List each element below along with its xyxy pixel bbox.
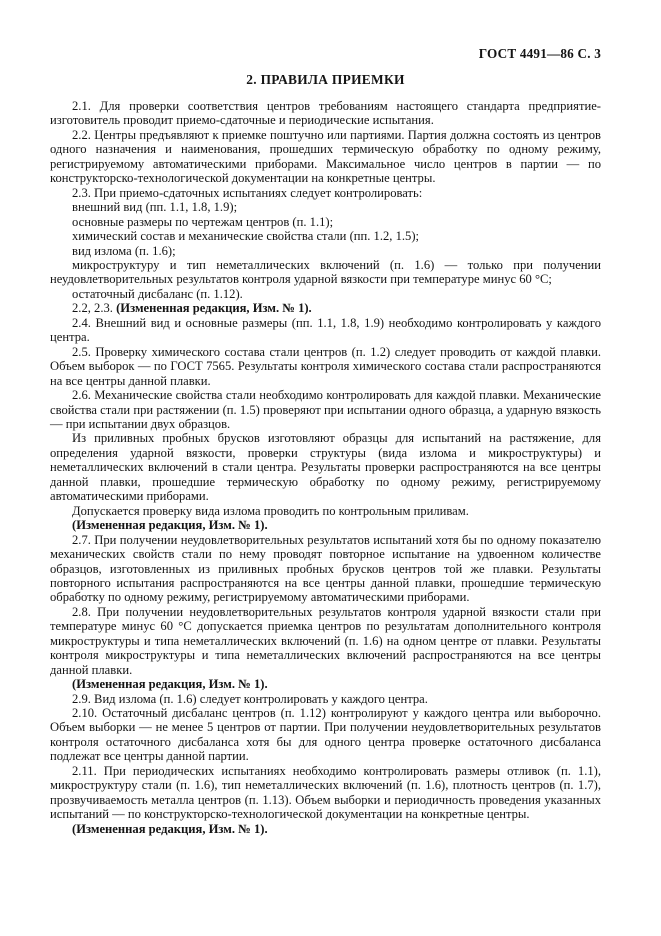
paragraph-text: 2.1. Для проверки соответствия центров требованиям настоящего стандарта предприятие-изготовитель проводит приемо-сдаточные и периодические испытания. xyxy=(50,99,601,128)
paragraph xyxy=(50,605,601,677)
paragraph xyxy=(50,764,601,822)
paragraph xyxy=(50,518,601,532)
paragraph-text: внешний вид (пп. 1.1, 1.8, 1.9); xyxy=(72,200,238,215)
running-header: ГОСТ 4491—86 С. 3 xyxy=(478,46,601,61)
paragraph xyxy=(50,215,601,229)
paragraph xyxy=(50,692,601,706)
section-title: 2. ПРАВИЛА ПРИЕМКИ xyxy=(246,72,405,87)
paragraph xyxy=(50,388,601,431)
paragraph xyxy=(50,301,601,315)
paragraph-text: 2.7. При получении неудовлетворительных результатов испытаний хотя бы по одному показателю механических свойств стали по нему проводят повторное испытание на удвоенном количестве образцов, изготовленных из приливных пробных брусков центров той же плавки. Результаты повторного испытания распространяются на все центры данной плавки, прошедшие термическую обработку по одному режиму, регистрируемому автоматическими приборами. xyxy=(50,532,601,605)
paragraph-text: микроструктуру и тип неметаллических включений (п. 1.6) — только при получении неудовлетворительных результатов контроля ударной вязкости при температуре минус 60 °С; xyxy=(50,257,601,287)
paragraph-text: 2.10. Остаточный дисбаланс центров (п. 1.12) контролируют у каждого центра или выборочно. Объем выборки — не менее 5 центров от партии. При получении неудовлетворительных результатов контроля остаточного дисбаланса хотя бы для одного центра проверке остаточного дисбаланса подлежат все центры данной партии. xyxy=(50,706,601,764)
paragraph-text: химический состав и механические свойства стали (пп. 1.2, 1.5); xyxy=(72,229,420,244)
paragraph xyxy=(50,200,601,214)
paragraph xyxy=(50,316,601,345)
paragraph-text: 2.11. При периодических испытаниях необходимо контролировать размеры отливок (п. 1.1), микроструктуру стали (п. 1.6), тип неметаллических включений (п. 1.6), плотность центров (п. 1.7), прозвучиваемость металла центров (п. 1.13). Объем выборки и периодичность проведения указанных испытаний — по конструкторско-технологической документации на конкретные центры. xyxy=(50,763,601,822)
paragraph-text: 2.4. Внешний вид и основные размеры (пп. 1.1, 1.8, 1.9) необходимо контролировать у каждого центра. xyxy=(50,315,601,345)
paragraph xyxy=(50,186,601,200)
paragraph xyxy=(50,287,601,301)
paragraph xyxy=(50,677,601,691)
paragraph xyxy=(50,822,601,836)
paragraph-text: 2.6. Механические свойства стали необходимо контролировать для каждой плавки. Механические свойства стали при растяжении (п. 1.5) проверяют при испытании одного образца, а ударную вязкость — при испытании двух образцов. xyxy=(50,388,601,431)
paragraph-text: 2.3. При приемо-сдаточных испытаниях следует контролировать: xyxy=(72,185,423,200)
paragraph-text: остаточный дисбаланс (п. 1.12). xyxy=(72,286,243,301)
amendment-note: (Измененная редакция, Изм. № 1). xyxy=(72,518,268,533)
paragraph xyxy=(50,533,601,605)
paragraph-text: 2.5. Проверку химического состава стали центров (п. 1.2) следует проводить от каждой плавки. Объем выборок — по ГОСТ 7565. Результаты контроля химического состава стали распространяются на все центры данной плавки. xyxy=(50,344,601,388)
paragraph xyxy=(50,431,601,503)
paragraph-text: 2.8. При получении неудовлетворительных результатов контроля ударной вязкости стали при температуре минус 60 °С допускается приемка центров по результатам дополнительного контроля микроструктуры и типа неметаллических включений (п. 1.6) на одном центре от плавки. Результаты контроля микроструктуры и типа неметаллических включений распространяются на все центры данной плавки. xyxy=(50,604,601,677)
document-body xyxy=(50,99,601,836)
paragraph-text: 2.2, 2.3. xyxy=(72,301,117,316)
amendment-note: (Измененная редакция, Изм. № 1). xyxy=(72,821,268,836)
paragraph xyxy=(50,229,601,243)
paragraph xyxy=(50,244,601,258)
paragraph-text: Допускается проверку вида излома проводить по контрольным приливам. xyxy=(72,503,469,518)
paragraph-text: вид излома (п. 1.6); xyxy=(72,243,176,258)
amendment-note: (Измененная редакция, Изм. № 1). xyxy=(72,677,268,692)
paragraph xyxy=(50,706,601,764)
paragraph xyxy=(50,258,601,287)
paragraph-text: 2.9. Вид излома (п. 1.6) следует контролировать у каждого центра. xyxy=(72,691,428,706)
paragraph xyxy=(50,128,601,186)
paragraph-text: основные размеры по чертежам центров (п. 1.1); xyxy=(72,214,334,229)
paragraph xyxy=(50,99,601,128)
paragraph-text: Из приливных пробных брусков изготовляют образцы для испытаний на растяжение, для определения ударной вязкости, проверки структуры (вида излома и микроструктуры) и неметаллических включений в стали центра. Результаты проверки распространяются на все центры данной плавки, прошедшие термическую обработку по одному режиму, регистрируемому автоматическими приборами. xyxy=(50,431,601,504)
amendment-note: (Измененная редакция, Изм. № 1). xyxy=(116,301,312,316)
paragraph xyxy=(50,345,601,388)
paragraph xyxy=(50,504,601,518)
paragraph-text: 2.2. Центры предъявляют к приемке поштучно или партиями. Партия должна состоять из центров одного назначения и наименования, прошедших термическую обработку по одному режиму, регистрируемому автоматическими приборами. Максимальное число центров в партии — по конструкторско-технологической документации на конкретные центры. xyxy=(50,127,601,186)
